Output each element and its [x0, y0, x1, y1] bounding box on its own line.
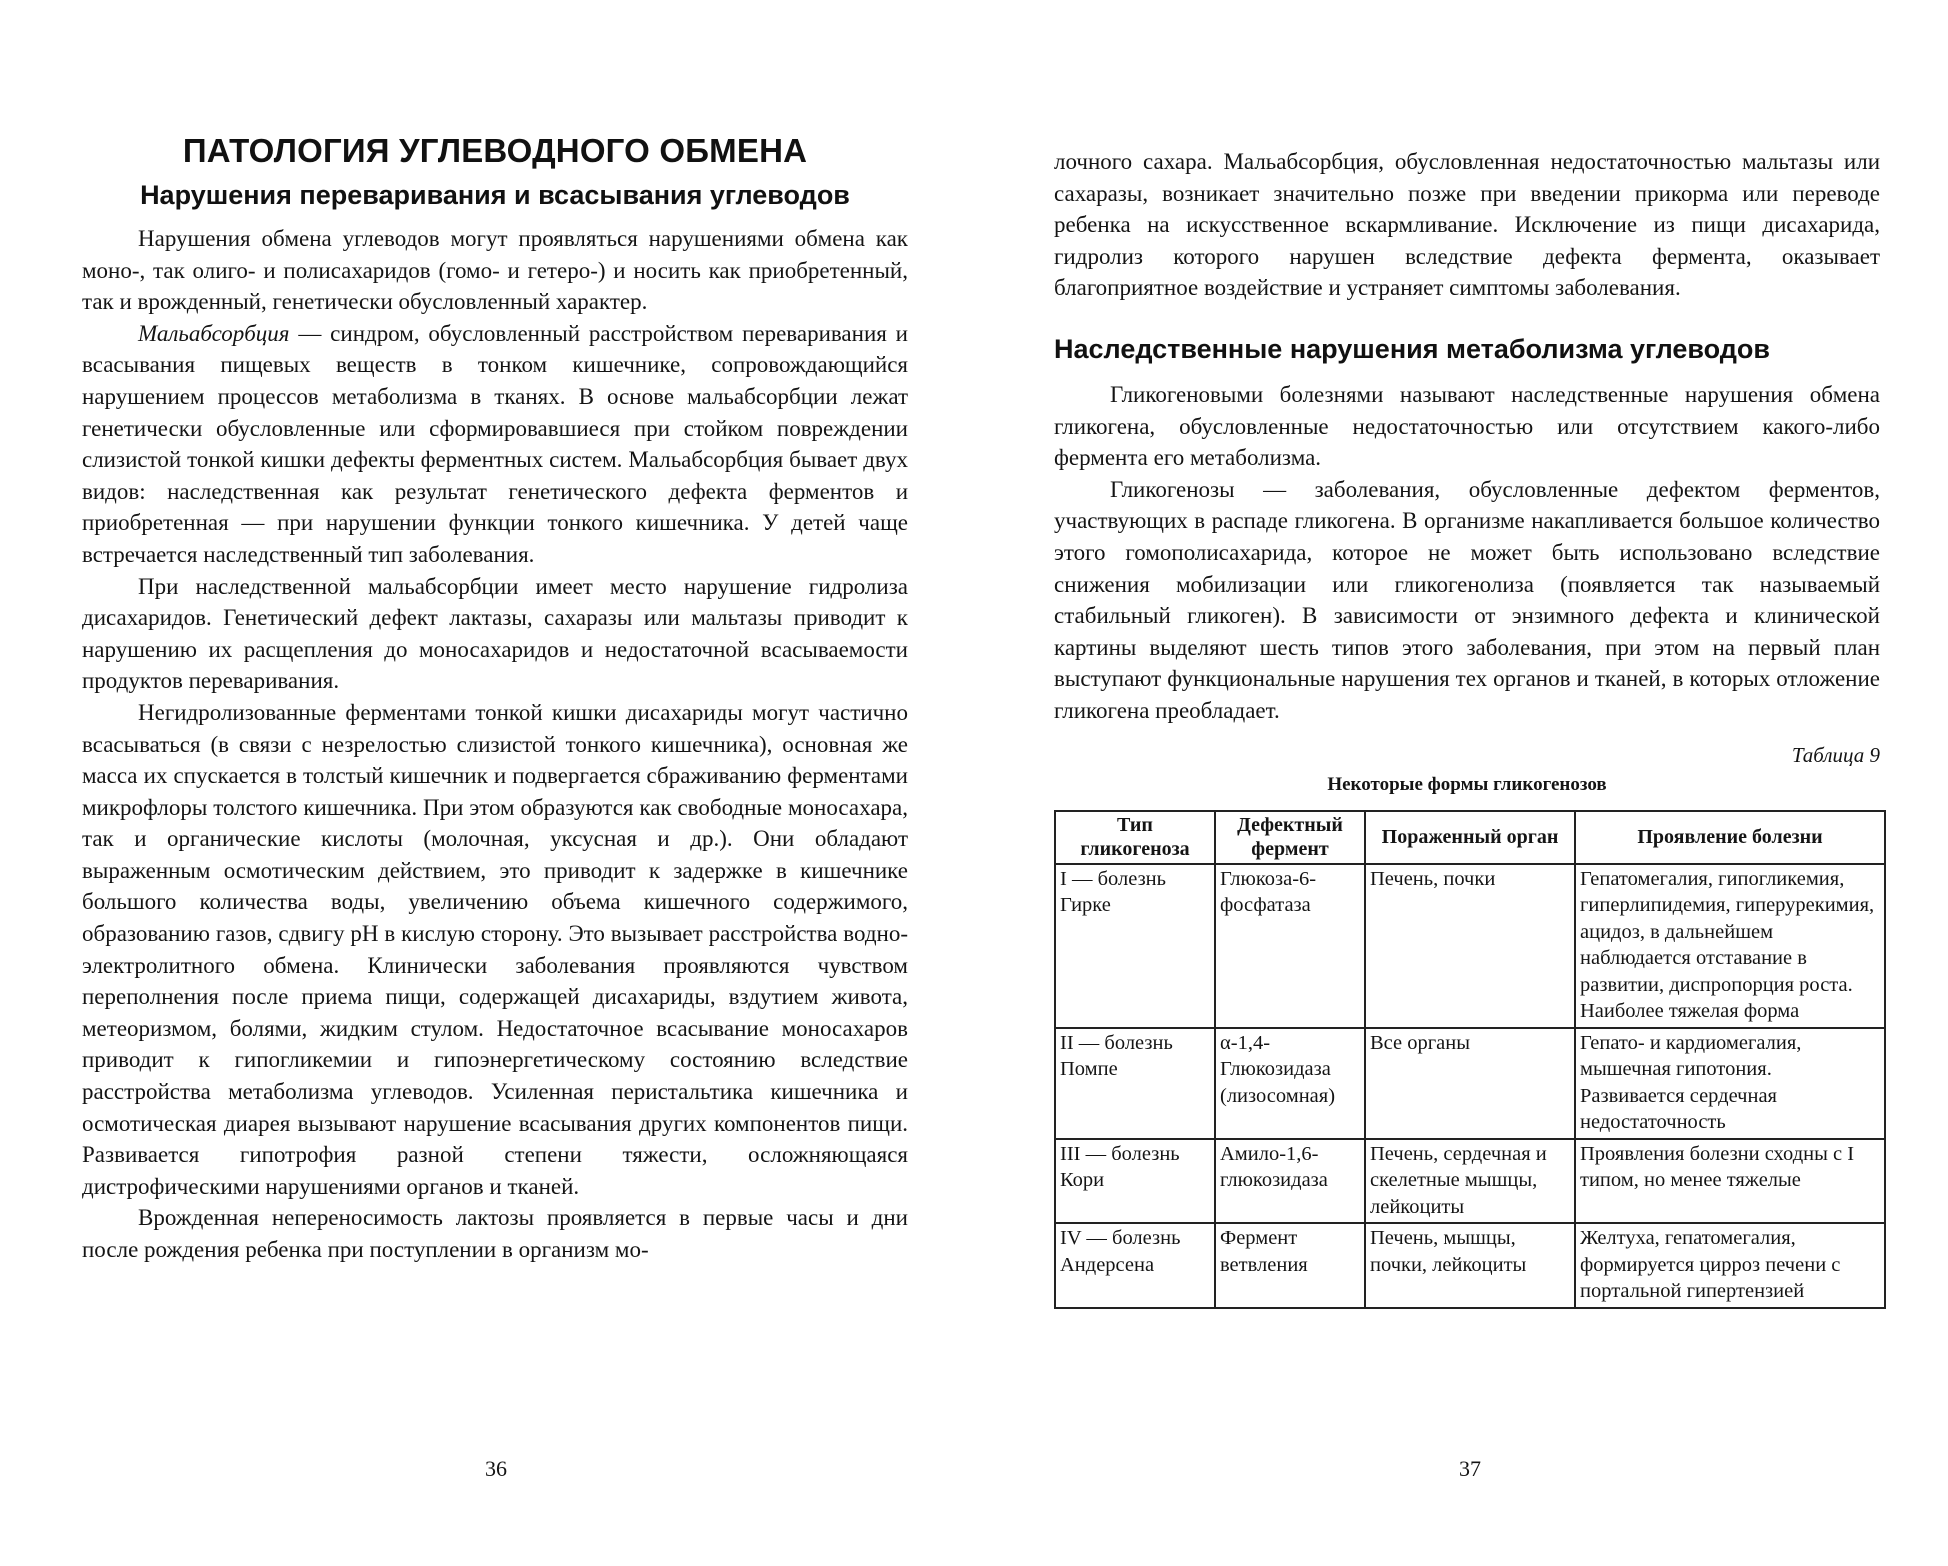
- cell-type: I — болезнь Гирке: [1055, 864, 1215, 1028]
- cell-organ: Печень, мышцы, почки, лейкоциты: [1365, 1223, 1575, 1308]
- table-header-row: [1055, 811, 1885, 864]
- chapter-title: ПАТОЛОГИЯ УГЛЕВОДНОГО ОБМЕНА: [182, 132, 808, 169]
- page-number-left: 36: [485, 1456, 507, 1481]
- paragraph-intro: Нарушения обмена углеводов могут проявляться нарушениями обмена как моно-, так олиго- и полисахаридов (гомо- и гетеро-) и носить как приобретенный, так и врожденный, генетически обусловленный характер.: [82, 226, 908, 315]
- header-type: Тип гликогеноза: [1055, 811, 1215, 864]
- right-column: [1054, 146, 1880, 1309]
- cell-type: IV — болезнь Андерсена: [1055, 1223, 1215, 1308]
- paragraph-glycogenoses: Гликогенозы — заболевания, обусловленные дефектом ферментов, участвующих в распаде гликогена. В организме накапливается большое количество этого гомополисахарида, которое не может быть использовано вследствие снижения мобилизации или гликогенолиза (появляется так называемый стабильный гликоген). В зависимости от энзимного дефекта и клинической картины выделяют шесть типов этого заболевания, при этом на первый план выступают функциональные нарушения тех органов и тканей, в которых отложение гликогена преобладает.: [1054, 476, 1880, 723]
- cell-manifestation: Желтуха, гепатомегалия, формируется цирроз печени с портальной гипертензией: [1575, 1223, 1885, 1308]
- header-organ: Пораженный орган: [1365, 811, 1575, 864]
- cell-type: II — болезнь Помпе: [1055, 1028, 1215, 1139]
- cell-manifestation: Гепатомегалия, гипогликемия, гиперлипидемия, гиперурекимия, ацидоз, в дальнейшем наблюдается отставание в развитии, диспропорция роста. Наиболее тяжелая форма: [1575, 864, 1885, 1028]
- table-row: [1055, 864, 1885, 1028]
- table-row: [1055, 1028, 1885, 1139]
- section-heading-hereditary: Наследственные нарушения метаболизма углеводов: [1054, 333, 1770, 364]
- cell-type: III — болезнь Кори: [1055, 1139, 1215, 1224]
- paragraph-disaccharides: Негидролизованные ферментами тонкой кишки дисахариды могут частично всасываться (в связи с незрелостью слизистой тонкого кишечника), основная же масса их спускается в толстый кишечник и подвергается сбраживанию ферментами микрофлоры толстого кишечника. При этом образуются как свободные моносахара, так и органические кислоты (молочная, уксусная и др.). Они обладают выраженным осмотическим действием, это приводит к задержке в кишечнике большого количества воды, увеличению объема кишечного содержимого, образованию газов, сдвигу pH в кислую сторону. Это вызывает расстройства водно-электролитного обмена. Клинически заболевания проявляются чувством переполнения после приема пищи, содержащей дисахариды, вздутием живота, метеоризмом, болями, жидким стулом. Недостаточное всасывание моносахаров приводит к гипогликемии и гипоэнергетическому состоянию вследствие расстройства метаболизма углеводов. Усиленная перистальтика кишечника и осмотическая диарея вызывают нарушение всасывания других компонентов пищи. Развивается гипотрофия разной степени тяжести, осложняющаяся дистрофическими нарушениями органов и тканей.: [82, 699, 908, 1199]
- paragraph-hereditary: При наследственной мальабсорбции имеет место нарушение гидролиза дисахаридов. Генетический дефект лактазы, сахаразы или мальтазы приводит к нарушению их расщепления до моносахаридов и недостаточной всасываемости продуктов переваривания.: [82, 573, 908, 694]
- term-malabsorption: Мальабсорбция: [138, 320, 290, 346]
- paragraph-lactose: Врожденная непереносимость лактозы проявляется в первые часы и дни после рождения ребенка при поступлении в организм мо-: [82, 1205, 908, 1262]
- header-enzyme: Дефектный фермент: [1215, 811, 1365, 864]
- cell-organ: Печень, почки: [1365, 864, 1575, 1028]
- paragraph-malabsorption-text: — синдром, обусловленный расстройством переваривания и всасывания пищевых веществ в тонком кишечнике, сопровождающийся нарушением процессов метаболизма в тканях. В основе мальабсорбции лежат генетически обусловленные или сформировавшиеся при стойком повреждении слизистой тонкой кишки дефекты ферментных систем. Мальабсорбция бывает двух видов: наследственная как результат генетического дефекта ферментов и приобретенная — при нарушении функции тонкого кишечника. У детей чаще встречается наследственный тип заболевания.: [82, 320, 908, 567]
- table-row: [1055, 1139, 1885, 1224]
- left-column: [82, 132, 908, 1266]
- glycogenosis-table: [1054, 810, 1886, 1309]
- cell-enzyme: Глюкоза-6-фосфатаза: [1215, 864, 1365, 1028]
- table-row: [1055, 1223, 1885, 1308]
- paragraph-malabsorption: [82, 318, 908, 571]
- table-label: Таблица 9: [1791, 742, 1880, 767]
- header-manifestation: Проявление болезни: [1575, 811, 1885, 864]
- cell-enzyme: α-1,4-Глюкозидаза (лизосомная): [1215, 1028, 1365, 1139]
- paragraph-glycogen-diseases: Гликогеновыми болезнями называют наследственные нарушения обмена гликогена, обусловленные недостаточностью или отсутствием какого-либо фермента его метаболизма.: [1054, 381, 1880, 471]
- cell-enzyme: Фермент ветвления: [1215, 1223, 1365, 1308]
- cell-organ: Все органы: [1365, 1028, 1575, 1139]
- right-page: [974, 0, 1948, 1566]
- cell-manifestation: Проявления болезни сходны с I типом, но менее тяжелые: [1575, 1139, 1885, 1224]
- cell-manifestation: Гепато- и кардиомегалия, мышечная гипотония. Развивается сердечная недостаточность: [1575, 1028, 1885, 1139]
- table-title: Некоторые формы гликогенозов: [1327, 773, 1607, 795]
- page-number-right: 37: [1459, 1456, 1481, 1481]
- cell-organ: Печень, сердечная и скелетные мышцы, лейкоциты: [1365, 1139, 1575, 1224]
- paragraph-continued: лочного сахара. Мальабсорбция, обусловленная недостаточностью мальтазы или сахаразы, возникает значительно позже при введении прикорма или переводе ребенка на искусственное вскармливание. Исключение из пищи дисахарида, гидролиз которого нарушен вследствие дефекта фермента, оказывает благоприятное воздействие и устраняет симптомы заболевания.: [1054, 149, 1880, 301]
- cell-enzyme: Амило-1,6-глюкозидаза: [1215, 1139, 1365, 1224]
- section-heading: Нарушения переваривания и всасывания углеводов: [140, 180, 850, 210]
